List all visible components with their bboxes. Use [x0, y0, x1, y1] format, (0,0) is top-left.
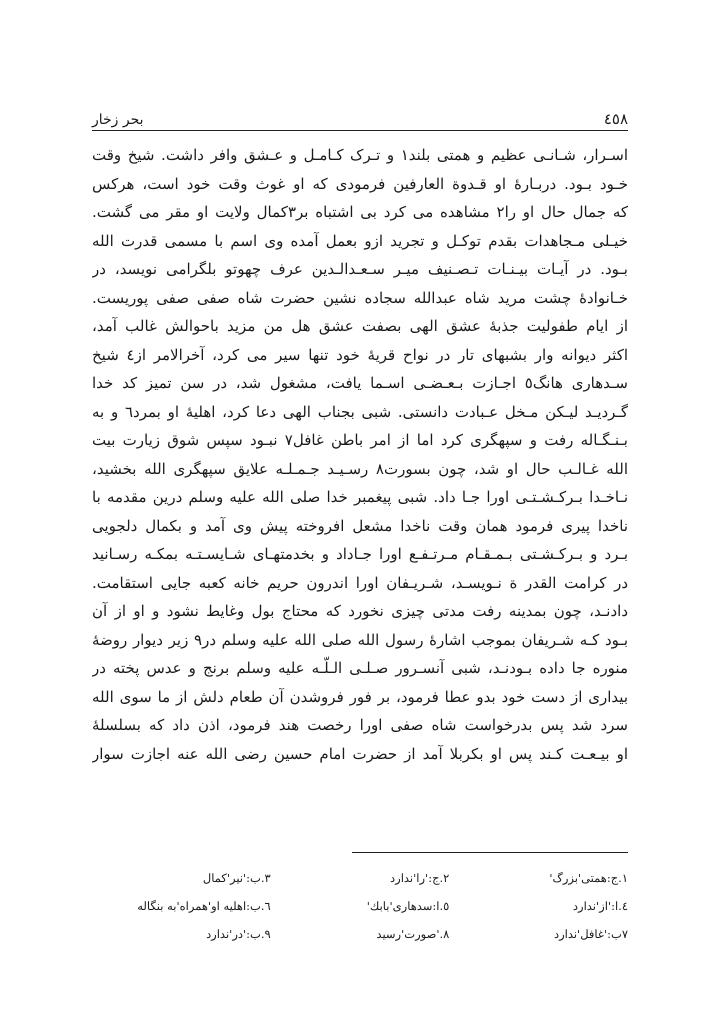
text-line: او بیـعـت کـند پس او بکربلا آمد از حضرت امام حسین رضی الله عنه اجازت سوار	[92, 744, 628, 763]
text-line: بـنـگـاله رفت و سپهگری کرد اما از امر باطن غافل٧ نبـود سپس شوق زیارت بیت	[92, 431, 628, 449]
text-line: سرد شد پس بدرخواست شاه صفی اورا رخصت هند فرمود، اذن داد که بسلسلهٔ	[92, 716, 628, 734]
text-line: منوره جا داده بـودنـد، شبی آنسـرور صـلـی الـلّـه علیه وسلم برنج و عدس پخته در	[92, 659, 628, 677]
footnote: ٣.ب:'نیر'کمال	[202, 871, 271, 885]
text-line: اکثر دیوانه وار بشبهای تار در نواح قریهٔ خود تنها سیر می کرد، آخرالامر از٤ شیخ	[92, 345, 628, 364]
footnote: ١.ج:همتی'بزرگ'	[549, 871, 628, 885]
text-line: الله غـالـب حال او شد، چون بسورت٨ رسـیـد جـمـلـه علایق سپهگری الله بخشید،	[92, 459, 628, 478]
footnote-row	[92, 892, 628, 920]
text-line: خیـلی مـجاهدات بقدم توکـل و تجرید ازو بعمل آمده وی اسم با مسمی قدرت الله	[92, 231, 628, 250]
body-text	[92, 141, 628, 768]
text-line: که جمال حال او را٢ مشاهده می کرد بی اشتباه بر٣کمال ولایت او مقر می گشت.	[92, 203, 628, 221]
running-title: بحر زخار	[92, 112, 144, 128]
footnote-divider	[352, 852, 628, 853]
text-line: بـرد و بـرکـشـتی بـمـقـام مـرتـفـع اورا جـاداد و بخدمتهـای شـایسـتـه بمکـه رسـانید	[92, 545, 628, 563]
text-line: ناخدا پیری فرمود همان وقت ناخدا مشعل افروخته پیش وی آمد و بکمال دلجویی	[92, 516, 628, 535]
text-line: سـدهاری هانگ٥ اجـازت بـعـضـی اسـما یافت، مشغول شد، در سن تمیز کد خدا	[92, 374, 628, 392]
text-line: خـانوادهٔ چشت مرید شاه عبدالله سجاده نشین حضرت شاه صفی صفی پوریست.	[92, 288, 628, 307]
document-page	[92, 104, 628, 768]
footnote: ٢.ج:'را'ندارد	[390, 871, 450, 885]
text-line: نـاخـدا بـرکـشـتـی اورا جـا داد. شبی پیغمبر خدا صلی الله علیه وسلم درین مقدمه با	[92, 488, 628, 506]
footnote: ٦.ب:اهلیه او'همراه'به بنگاله	[137, 899, 271, 913]
footnote-row	[92, 920, 628, 948]
text-line: خـود بـود. دربـارهٔ او قـدوة العارفین فرمودی که او غوث وقت خود است، هرکس	[92, 174, 628, 193]
footnotes	[92, 864, 628, 948]
footnote: ٩.ب:'در'ندارد	[206, 927, 271, 941]
text-line: بـود. در آیـات بیـنـات تـصـنیف میـر سـعـدالـدین عرف چهوتو بلگرامی نویسد، در	[92, 260, 628, 278]
footnote: ٧ب:'غافل'ندارد	[553, 927, 628, 941]
text-line: اسـرار، شـانـی عظیم و همتی بلند١ و تـرک کـامـل و عـشق وافر داشت. شیخ وقت	[92, 146, 628, 164]
footnote: ٥.ا:سدهاری'بابك'	[366, 899, 450, 913]
page-number: ٤٥٨	[603, 110, 628, 128]
text-line: بـود کـه شـریفان بموجب اشارهٔ رسول الله صلی الله علیه وسلم در٩ زیر دیوار روضهٔ	[92, 630, 628, 649]
footnote-row	[92, 864, 628, 892]
text-line: گـردیـد لیـکن مـخل عـبادت دانستی. شبی بجناب الهی دعا کرد، اهلیهٔ او بمرد٦ و به	[92, 402, 628, 421]
text-line: دادنـد، چون بمدینه رفت مدتی چیزی نخورد که محتاج بول وغایط نشود و او از آن	[92, 602, 628, 620]
footnote: ٨.'صورت'رسید	[376, 927, 450, 941]
footnote: ٤.ا:'از'ندارد	[572, 899, 628, 913]
running-header	[92, 104, 628, 131]
text-line: بیداری از دست خود بدو عطا فرمود، بر فور فروشدن آن طعام دلش از ما سوی الله	[92, 687, 628, 706]
text-line: در کرامت القدر ة نـویسـد، شـریـفان اورا اندرون حریم خانه کعبه جایی استقامت.	[92, 573, 628, 592]
text-line: از ایام طفولیت جذبهٔ عشق الهی بصفت عشق هل من مزید باحوالش غالب آمد،	[92, 317, 628, 335]
